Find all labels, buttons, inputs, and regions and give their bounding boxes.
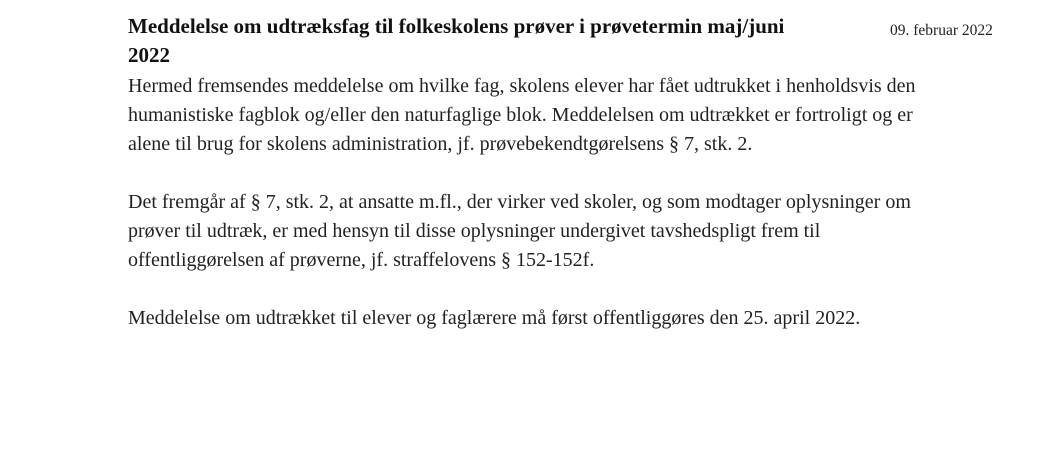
document-date: 09. februar 2022	[890, 22, 993, 39]
document-body	[128, 12, 1028, 333]
paragraph-publication: Meddelelse om udtrækket til elever og faglærere må først offentliggøres den 25. april 2022.	[128, 307, 861, 329]
paragraph-intro: Hermed fremsendes meddelelse om hvilke fag, skolens elever har fået udtrukket i henholdsvis den humanistiske fagblok og/eller den naturfaglige blok. Meddelelsen om udtrækket er fortroligt og er alene til brug for skolens administration, jf. prøvebekendtgørelsens § 7, stk. 2.	[128, 75, 916, 155]
paragraph-confidentiality: Det fremgår af § 7, stk. 2, at ansatte m.fl., der virker ved skoler, og som modtager oplysninger om prøver til udtræk, er med hensyn til disse oplysninger undergivet tavshedspligt frem til offentliggørelsen af prøverne, jf. straffelovens § 152-152f.	[128, 191, 911, 271]
document-title: Meddelelse om udtræksfag til folkeskolens prøver i prøvetermin maj/juni 2022	[128, 14, 785, 67]
